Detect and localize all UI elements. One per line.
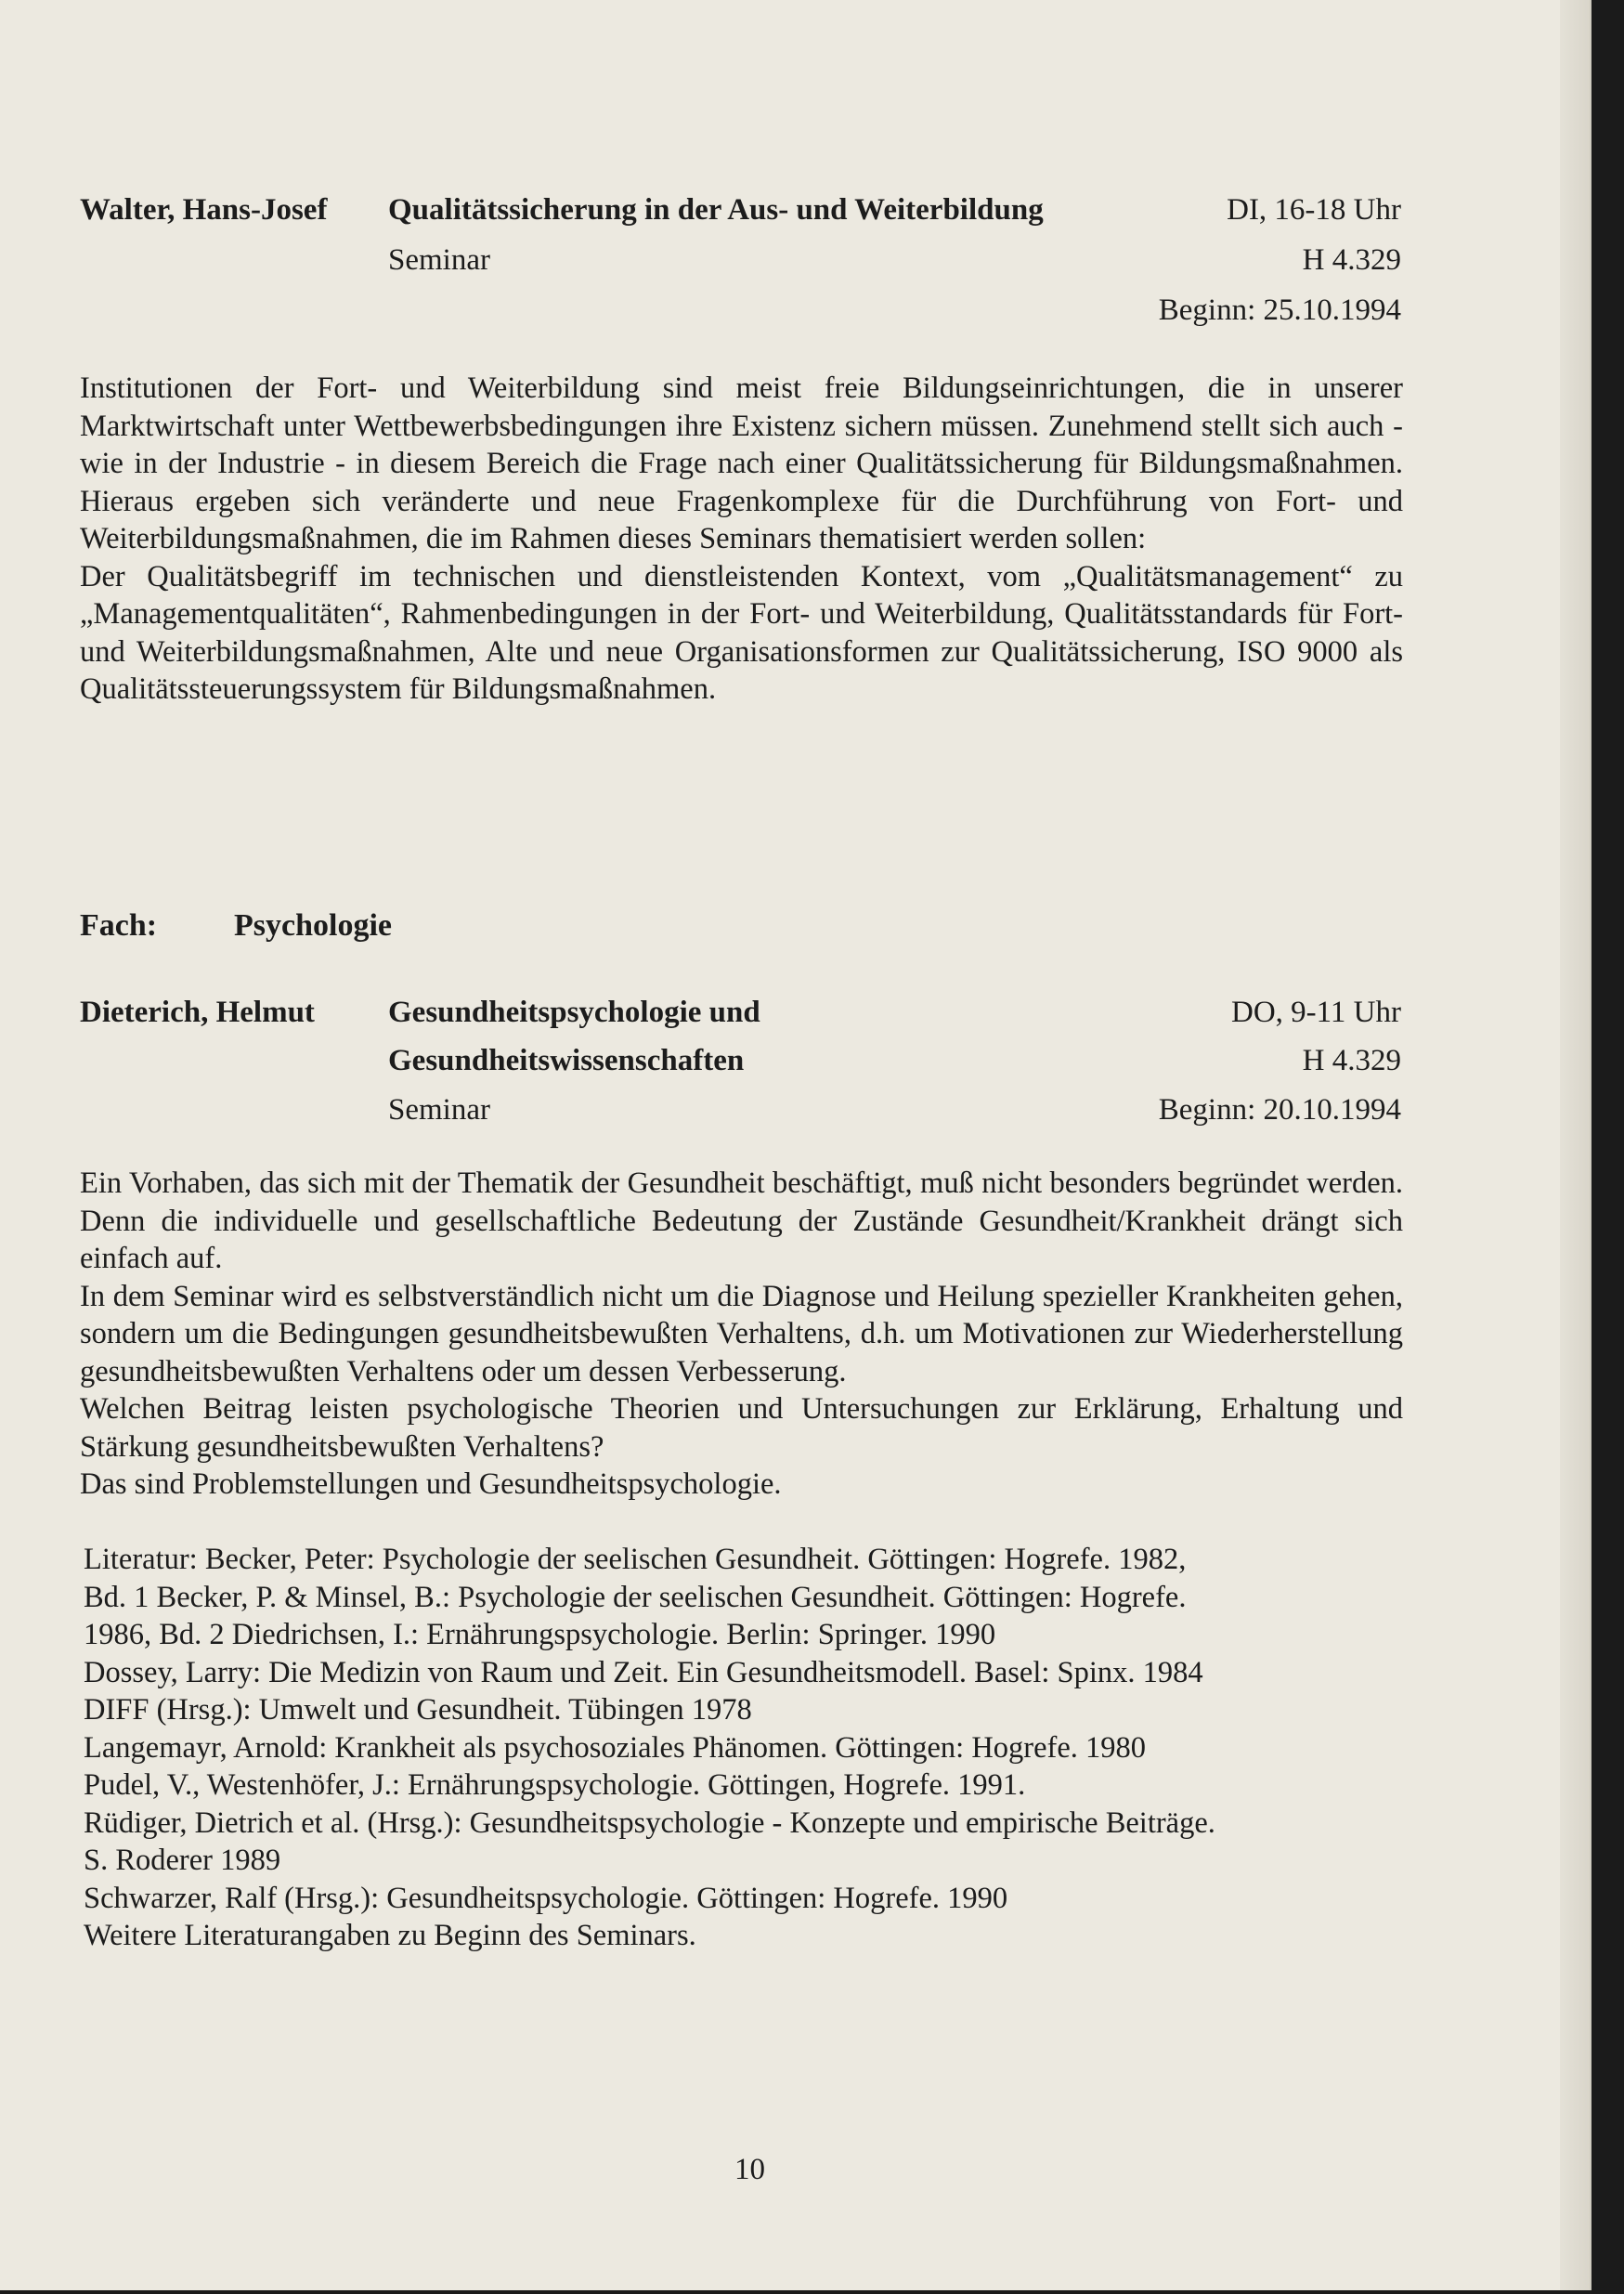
section-name: Psychologie [234, 908, 392, 943]
page-edge [1560, 0, 1590, 2290]
page-number: 10 [734, 2153, 765, 2186]
literature-line: DIFF (Hrsg.): Umwelt und Gesundheit. Tübingen 1978 [84, 1693, 752, 1727]
literature-line: S. Roderer 1989 [84, 1844, 281, 1877]
course-1-title: Qualitätssicherung in der Aus- und Weiterbildung [388, 193, 1044, 227]
literature-line: Rüdiger, Dietrich et al. (Hrsg.): Gesundheitspsychologie - Konzepte und empirische Beiträge. [84, 1805, 1215, 1840]
literature-line: Langemayr, Arnold: Krankheit als psychosoziales Phänomen. Göttingen: Hogrefe. 1980 [84, 1730, 1147, 1765]
literature-line: Dossey, Larry: Die Medizin von Raum und Zeit. Ein Gesundheitsmodell. Basel: Spinx. 1984 [84, 1655, 1203, 1689]
literature-list [84, 1541, 1402, 1955]
course-1-start: Beginn: 25.10.1994 [1158, 293, 1401, 327]
literature-line: Pudel, V., Westenhöfer, J.: Ernährungspsychologie. Göttingen, Hogrefe. 1991. [84, 1768, 1026, 1802]
course-2-title-line-2: Gesundheitswissenschaften [388, 1044, 745, 1077]
literature-line: 1986, Bd. 2 Diedrichsen, I.: Ernährungspsychologie. Berlin: Springer. 1990 [84, 1618, 996, 1651]
literature-line: Literatur: Becker, Peter: Psychologie der seelischen Gesundheit. Göttingen: Hogrefe. 1982, [84, 1543, 1187, 1576]
course-2-paragraph: Das sind Problemstellungen und Gesundheitspsychologie. [80, 1467, 782, 1501]
course-2-type: Seminar [388, 1093, 490, 1127]
course-1-paragraph: Institutionen der Fort- und Weiterbildung sind meist freie Bildungseinrichtungen, die in unserer Marktwirtschaft unter Wettbewerbsbedingungen ihre Existenz sichern müssen. Zunehmend stellt sich auch - wie in der Industrie - in diesem Bereich die Frage nach einer Qualitätssicherung für Bildungsmaßnahmen. Hieraus ergeben sich veränderte und neue Fragenkomplexe für die Durchführung von Fort- und Weiterbildungsmaßnahmen, die im Rahmen dieses Seminars thematisiert werden sollen: [80, 371, 1403, 555]
literature-line: Bd. 1 Becker, P. & Minsel, B.: Psychologie der seelischen Gesundheit. Göttingen: Hogrefe. [84, 1580, 1187, 1614]
course-2-title-line-1: Gesundheitspsychologie und [388, 996, 760, 1029]
literature-line: Weitere Literaturangaben zu Beginn des Seminars. [84, 1919, 696, 1952]
course-1-description [80, 370, 1403, 709]
course-2-paragraph: Ein Vorhaben, das sich mit der Thematik der Gesundheit beschäftigt, muß nicht besonders begründet werden. Denn die individuelle und gesellschaftliche Bedeutung der Zustände Gesundheit/Krankheit drängt sich einfach auf. [80, 1167, 1403, 1275]
course-1-paragraph: Der Qualitätsbegriff im technischen und dienstleistenden Kontext, vom „Qualitätsmanagement“ zu „Managementqualitäten“, Rahmenbedingungen in der Fort- und Weiterbildung, Qualitätsstandards für Fort- und Weiterbildungsmaßnahmen, Alte und neue Organisationsformen zur Qualitätssicherung, ISO 9000 als Qualitätssteuerungssystem für Bildungsmaßnahmen. [80, 559, 1403, 706]
course-1-lecturer: Walter, Hans-Josef [80, 193, 328, 227]
course-2-description [80, 1165, 1403, 1504]
course-2-lecturer: Dieterich, Helmut [80, 996, 315, 1029]
section-label: Fach: [80, 908, 158, 943]
course-1-room: H 4.329 [1302, 243, 1401, 277]
course-2-time: DO, 9-11 Uhr [1231, 996, 1401, 1029]
literature-line: Schwarzer, Ralf (Hrsg.): Gesundheitspsychologie. Göttingen: Hogrefe. 1990 [84, 1881, 1008, 1915]
course-2-room: H 4.329 [1302, 1044, 1401, 1077]
course-1-type: Seminar [388, 243, 490, 277]
course-2-start: Beginn: 20.10.1994 [1158, 1093, 1401, 1127]
course-1-time: DI, 16-18 Uhr [1227, 193, 1401, 227]
course-2-paragraph: In dem Seminar wird es selbstverständlich nicht um die Diagnose und Heilung spezieller Krankheiten gehen, sondern um die Bedingungen gesundheitsbewußten Verhaltens, d.h. um Motivationen zur Wiederherstellung gesundheitsbewußten Verhaltens oder um dessen Verbesserung. [80, 1279, 1403, 1388]
course-2-paragraph: Welchen Beitrag leisten psychologische Theorien und Untersuchungen zur Erklärung, Erhaltung und Stärkung gesundheitsbewußten Verhaltens? [80, 1392, 1403, 1464]
